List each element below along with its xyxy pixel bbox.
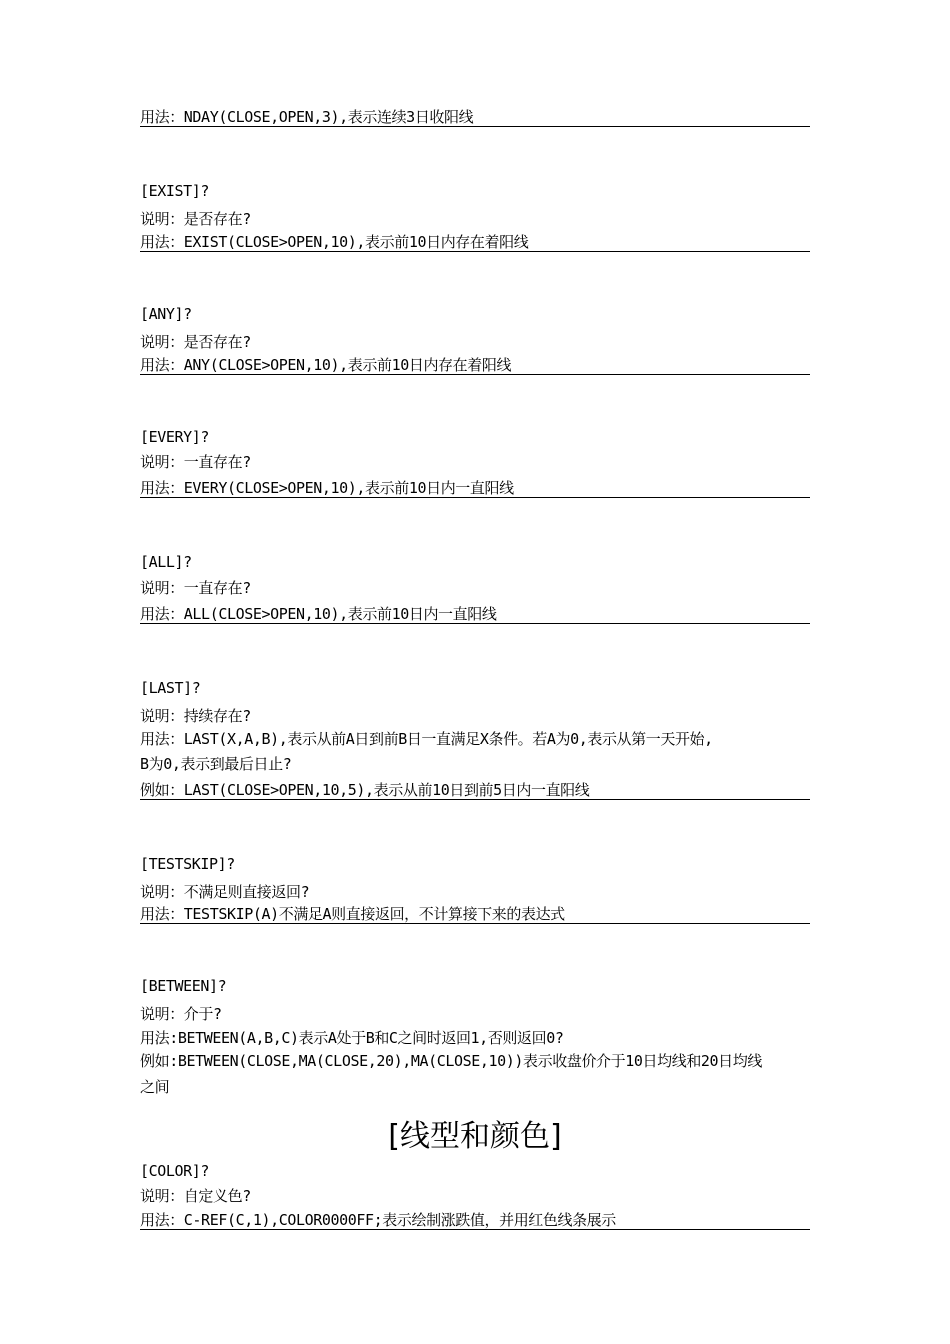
section-heading: [线型和颜色] <box>388 1119 562 1154</box>
exist-description: 说明：是否存在? <box>140 210 251 228</box>
any-title: [ANY]? <box>140 305 192 323</box>
last-description: 说明：持续存在? <box>140 707 251 725</box>
all-title: [ALL]? <box>140 553 192 571</box>
between-example-line-1: 例如:BETWEEN(CLOSE,MA(CLOSE,20),MA(CLOSE,10))表示收盘价介于10日均线和20日均线 <box>140 1052 762 1070</box>
between-example-line-2: 之间 <box>140 1078 170 1096</box>
all-description: 说明：一直存在? <box>140 579 251 597</box>
testskip-usage: 用法：TESTSKIP(A)不满足A则直接返回，不计算接下来的表达式 <box>140 905 810 924</box>
last-usage-line-1: 用法：LAST(X,A,B),表示从前A日到前B日一直满足X条件。若A为0,表示从第一天开始, <box>140 730 713 748</box>
every-usage: 用法：EVERY(CLOSE>OPEN,10),表示前10日内一直阳线 <box>140 479 810 498</box>
exist-title: [EXIST]? <box>140 182 210 200</box>
testskip-title: [TESTSKIP]? <box>140 855 235 873</box>
all-usage: 用法：ALL(CLOSE>OPEN,10),表示前10日内一直阳线 <box>140 605 810 624</box>
color-description: 说明：自定义色? <box>140 1187 251 1205</box>
testskip-description: 说明：不满足则直接返回? <box>140 883 310 901</box>
any-description: 说明：是否存在? <box>140 333 251 351</box>
last-title: [LAST]? <box>140 679 201 697</box>
exist-usage: 用法：EXIST(CLOSE>OPEN,10),表示前10日内存在着阳线 <box>140 233 810 252</box>
every-description: 说明：一直存在? <box>140 453 251 471</box>
nday-usage: 用法：NDAY(CLOSE,OPEN,3),表示连续3日收阳线 <box>140 108 810 127</box>
every-title: [EVERY]? <box>140 428 210 446</box>
last-usage-line-2: B为0,表示到最后日止? <box>140 755 292 773</box>
color-usage: 用法：C-REF(C,1),COLOR0000FF;表示绘制涨跌值，并用红色线条展示 <box>140 1211 810 1230</box>
last-example: 例如：LAST(CLOSE>OPEN,10,5),表示从前10日到前5日内一直阳线 <box>140 781 810 800</box>
color-title: [COLOR]? <box>140 1162 210 1180</box>
between-title: [BETWEEN]? <box>140 977 227 995</box>
between-usage: 用法:BETWEEN(A,B,C)表示A处于B和C之间时返回1,否则返回0? <box>140 1029 564 1047</box>
between-description: 说明：介于? <box>140 1005 222 1023</box>
any-usage: 用法：ANY(CLOSE>OPEN,10),表示前10日内存在着阳线 <box>140 356 810 375</box>
